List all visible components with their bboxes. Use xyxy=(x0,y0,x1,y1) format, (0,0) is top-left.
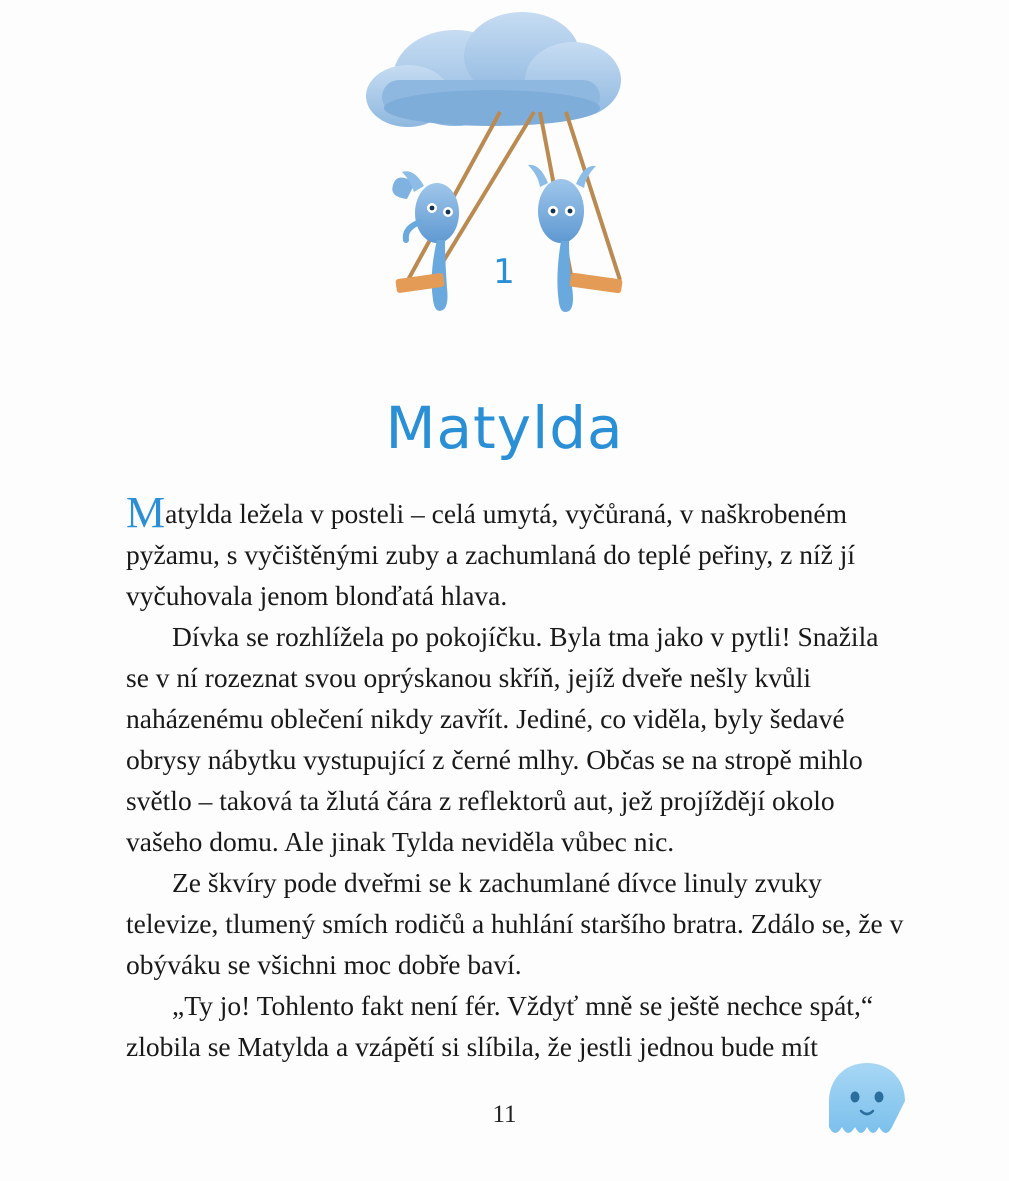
ghost-illustration xyxy=(813,1057,921,1153)
chapter-title: Matylda xyxy=(385,393,624,462)
drop-cap: M xyxy=(126,488,166,537)
body-text xyxy=(126,487,904,1067)
page-number: 11 xyxy=(492,1101,517,1128)
paragraph-4: „Ty jo! Tohlento fakt není fér. Vždyť mně se ještě nechce spát,“ zlobila se Matylda a vzápětí si slíbila, že jestli jednou bude mít xyxy=(126,990,874,1062)
chapter-number: 1 xyxy=(493,252,516,292)
cloud-shape xyxy=(366,12,621,127)
paragraph-3: Ze škvíry pode dveřmi se k zachumlané dívce linuly zvuky televize, tlumený smích rodičů a huhlání staršího bratra. Zdálo se, že v obýváku se všichni moc dobře baví. xyxy=(126,867,904,980)
paragraph-2: Dívka se rozhlížela po pokojíčku. Byla tma jako v pytli! Snažila se v ní rozeznat svou oprýskanou skříň, jejíž dveře nešly kvůli naházenému oblečení nikdy zavřít. Jediné, co viděla, byly šedavé obrysy nábytku vystupující z černé mlhy. Občas se na stropě mihlo světlo – taková ta žlutá čára z reflektorů aut, jež projíždějí okolo vašeho domu. Ale jinak Tylda neviděla vůbec nic. xyxy=(126,621,879,857)
paragraph-1 xyxy=(126,487,904,616)
paragraph-1-text: atylda ležela v posteli – celá umytá, vyčůraná, v naškrobeném pyžamu, s vyčištěnými zuby a zachumlaná do teplé peřiny, z níž jí vyčuhovala jenom blonďatá hlava. xyxy=(126,498,856,611)
